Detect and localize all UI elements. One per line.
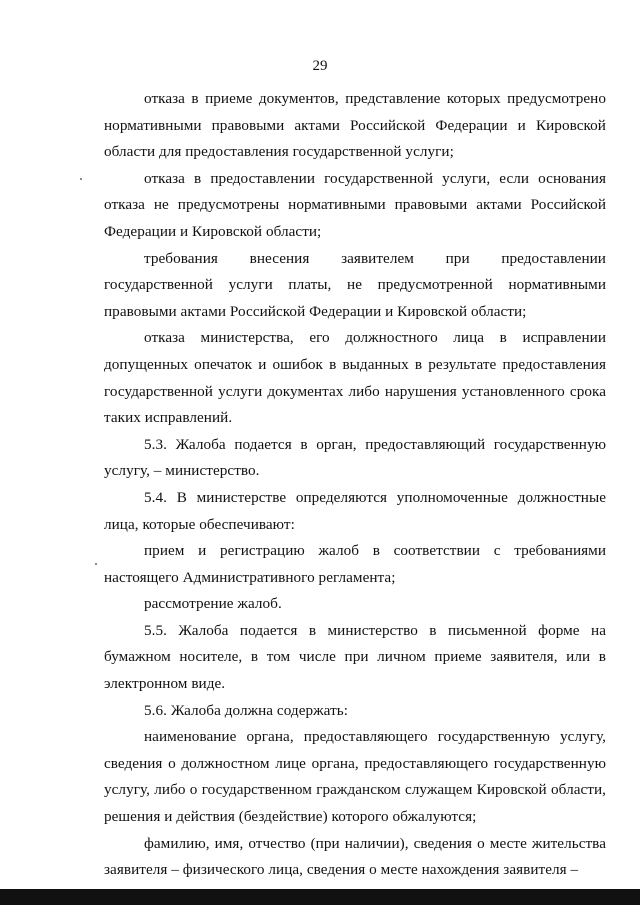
paragraph: рассмотрение жалоб. (144, 595, 282, 613)
paragraph: 5.5. Жалоба подается в министерство в письменной форме на бумажном носителе, в том числе при личном приеме заявителя, или в электронном виде. (104, 621, 606, 693)
paragraph: 5.6. Жалоба должна содержать: (144, 701, 349, 719)
paragraph: прием и регистрацию жалоб в соответствии с требованиями настоящего Административного регламента; (104, 542, 606, 586)
paragraph: отказа министерства, его должностного лица в исправлении допущенных опечаток и ошибок в выданных в результате предоставления государственной услуги документах либо нарушения установленного срока таких исправлений. (104, 329, 606, 427)
paragraph: 5.3. Жалоба подается в орган, предоставляющий государственную услугу, – министерство. (104, 435, 606, 480)
scan-edge-bar (0, 889, 640, 905)
paragraph: 5.4. В министерстве определяются уполномоченные должностные лица, которые обеспечивают: (104, 488, 606, 533)
page-number: 29 (312, 58, 328, 74)
paragraph: требования внесения заявителем при предоставлении государственной услуги платы, не предусмотренной нормативными правовыми актами Российской Федерации и Кировской области; (104, 249, 606, 320)
document-body (104, 86, 606, 884)
scan-speck (95, 563, 97, 565)
scan-speck (80, 178, 82, 180)
paragraph: наименование органа, предоставляющего государственную услугу, сведения о должностном лице органа, предоставляющего государственную услугу, либо о государственном гражданском служащем Кировской области, решения и действия (бездействие) которого обжалуются; (104, 728, 606, 826)
paragraph: фамилию, имя, отчество (при наличии), сведения о месте жительства заявителя – физического лица, сведения о месте нахождения заявителя – (104, 834, 606, 879)
paragraph: отказа в предоставлении государственной услуги, если основания отказа не предусмотрены нормативными правовыми актами Российской Федерации и Кировской области; (104, 169, 606, 240)
paragraph: отказа в приеме документов, представление которых предусмотрено нормативными правовыми актами Российской Федерации и Кировской области для предоставления государственной услуги; (104, 90, 606, 161)
